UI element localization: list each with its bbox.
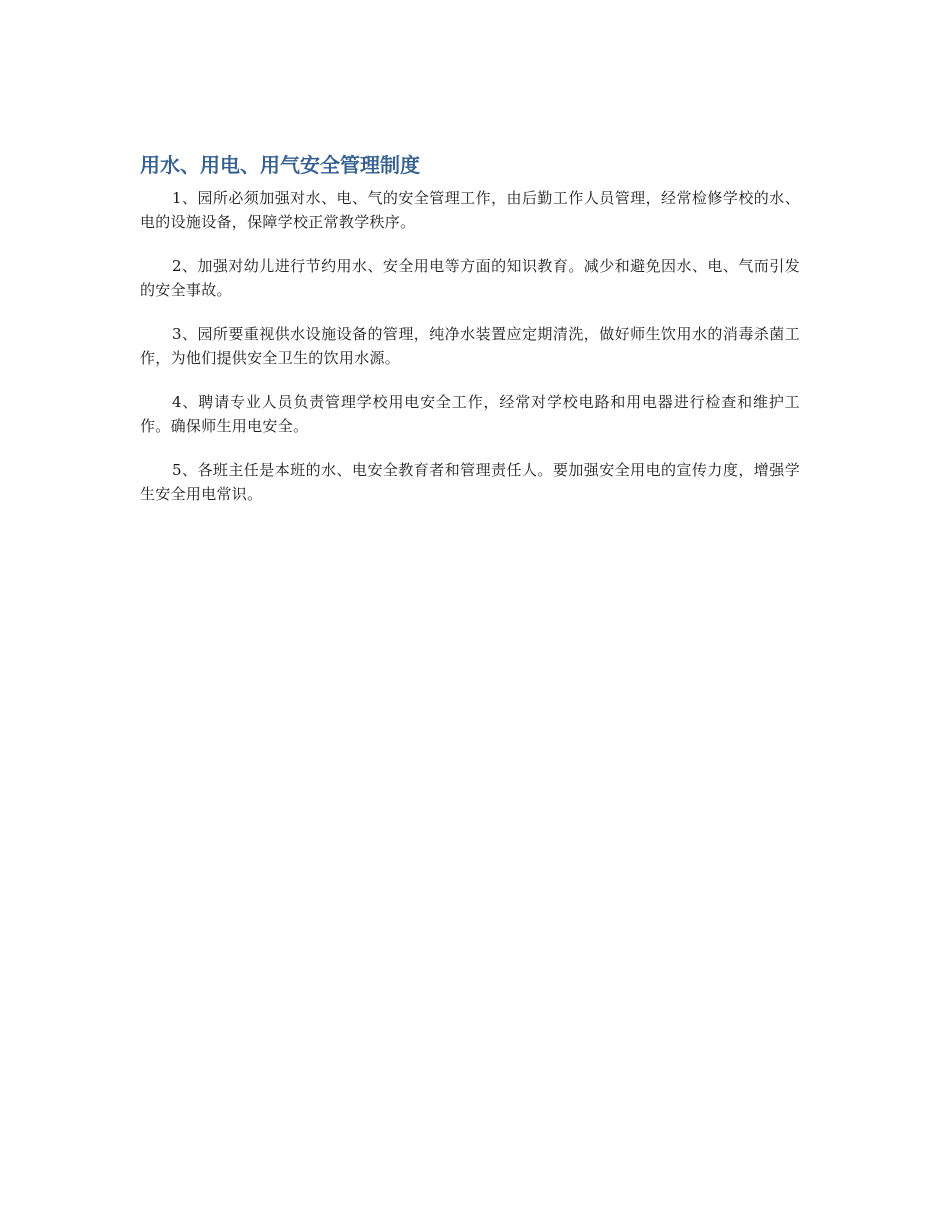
paragraph-5: 5、各班主任是本班的水、电安全教育者和管理责任人。要加强安全用电的宣传力度，增强学生安全用电常识。 [140, 461, 800, 503]
document-title: 用水、用电、用气安全管理制度 [140, 153, 420, 177]
paragraph-3: 3、园所要重视供水设施设备的管理，纯净水装置应定期清洗，做好师生饮用水的消毒杀菌工作，为他们提供安全卫生的饮用水源。 [140, 325, 800, 367]
paragraph-1: 1、园所必须加强对水、电、气的安全管理工作，由后勤工作人员管理，经常检修学校的水、电的设施设备，保障学校正常教学秩序。 [140, 189, 800, 231]
document-body [140, 150, 800, 526]
paragraph-4: 4、聘请专业人员负责管理学校用电安全工作，经常对学校电路和用电器进行检查和维护工作。确保师生用电安全。 [140, 393, 800, 435]
paragraph-2: 2、加强对幼儿进行节约用水、安全用电等方面的知识教育。减少和避免因水、电、气而引发的安全事故。 [140, 257, 800, 299]
